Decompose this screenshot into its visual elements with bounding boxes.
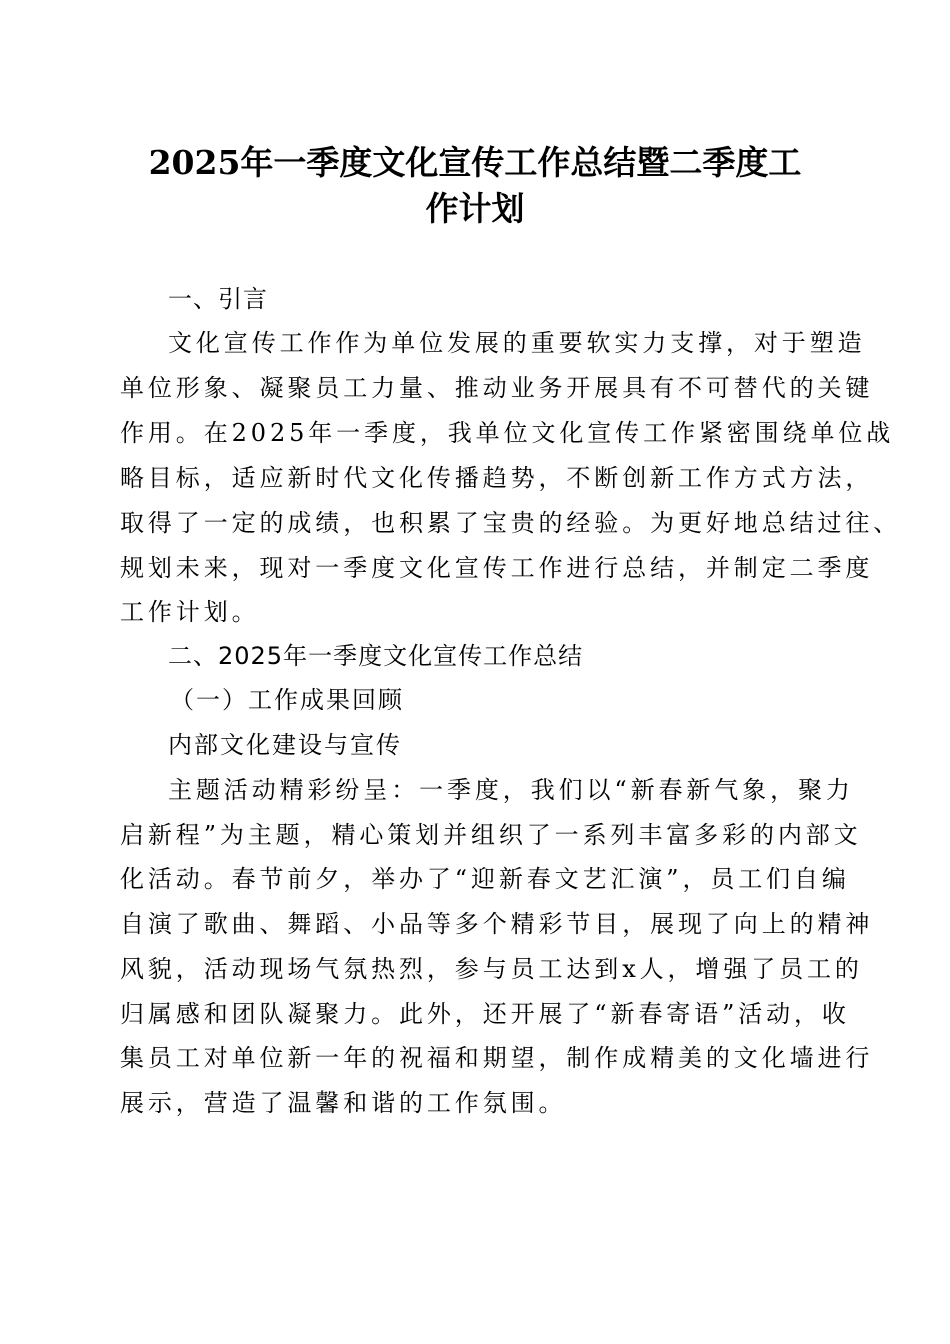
- subsection-heading-results: （一）工作成果回顾: [170, 686, 404, 714]
- intro-paragraph-line: 单位形象、凝聚员工力量、推动业务开展具有不可替代的关键: [120, 374, 874, 402]
- intro-paragraph-line: 取得了一定的成绩，也积累了宝贵的经验。为更好地总结过往、: [120, 509, 902, 537]
- activity-paragraph-line: 主题活动精彩纷呈：一季度，我们以“新春新气象，聚力: [168, 776, 854, 804]
- activity-paragraph-line: 启新程”为主题，精心策划并组织了一系列丰富多彩的内部文: [120, 821, 862, 849]
- intro-paragraph-line: 文化宣传工作作为单位发展的重要软实力支撑，对于塑造: [168, 329, 866, 357]
- intro-paragraph-line: 规划未来，现对一季度文化宣传工作进行总结，并制定二季度: [120, 554, 874, 582]
- intro-paragraph-line: 略目标，适应新时代文化传播趋势，不断创新工作方式方法，: [120, 464, 874, 492]
- activity-paragraph-line: 集员工对单位新一年的祝福和期望，制作成精美的文化墙进行: [120, 1044, 874, 1072]
- intro-paragraph-line: 作用。在2025年一季度，我单位文化宣传工作紧密围绕单位战: [120, 419, 895, 447]
- activity-paragraph-line: 自演了歌曲、舞蹈、小品等多个精彩节目，展现了向上的精神: [120, 910, 874, 938]
- document-title-line-2: 作计划: [425, 189, 525, 228]
- activity-paragraph-line: 展示，营造了温馨和谐的工作氛围。: [120, 1089, 567, 1117]
- activity-paragraph-line: 化活动。春节前夕，举办了“迎新春文艺汇演”，员工们自编: [120, 865, 850, 893]
- activity-paragraph-line: 风貌，活动现场气氛热烈，参与员工达到x人，增强了员工的: [120, 955, 863, 983]
- intro-paragraph-line: 工作计划。: [120, 598, 260, 626]
- section-heading-introduction: 一、引言: [168, 285, 268, 313]
- document-title-line-1: 2025年一季度文化宣传工作总结暨二季度工: [148, 143, 802, 182]
- item-heading-internal-culture: 内部文化建设与宣传: [168, 731, 402, 759]
- section-heading-q1-summary: 二、2025年一季度文化宣传工作总结: [168, 642, 584, 670]
- activity-paragraph-line: 归属感和团队凝聚力。此外，还开展了“新春寄语”活动，收: [120, 1000, 850, 1028]
